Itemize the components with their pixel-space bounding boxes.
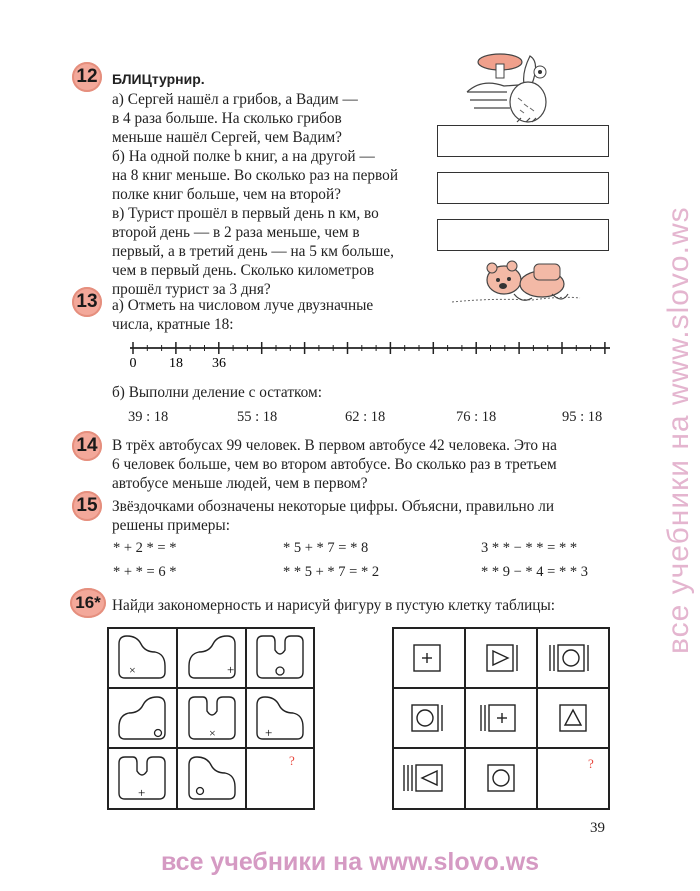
problem-14-text — [112, 436, 557, 493]
problem-12-title: БЛИЦтурнир. — [112, 71, 205, 87]
line: второй день — в 2 раза меньше, чем в — [112, 224, 360, 241]
line: меньше нашёл Сергей, чем Вадим? — [112, 129, 342, 146]
problem-13a — [112, 296, 373, 334]
line: б) На одной полке b книг, а на другой — — [112, 148, 375, 165]
problem-12a — [112, 90, 358, 147]
example-2: * 5 + * 7 = * 8 — [283, 540, 369, 556]
owl-illustration — [462, 42, 562, 124]
svg-text:×: × — [209, 726, 216, 740]
line: 6 человек больше, чем во втором автобусе. Во сколько раз в третьем — [112, 456, 557, 473]
example-3: 3 * * − * * = * * — [481, 540, 578, 556]
problem-15-text — [112, 497, 554, 535]
bear-illustration — [452, 256, 582, 318]
problem-13b: б) Выполни деление с остатком: — [112, 384, 322, 401]
question-mark-right: ? — [588, 756, 594, 771]
svg-text:+: + — [138, 785, 146, 800]
line: в 4 раза больше. На сколько грибов — [112, 110, 342, 127]
page-number: 39 — [590, 820, 605, 836]
ray-label-0: 0 — [129, 356, 137, 370]
watermark-side: все учебники на www.slovo.ws — [662, 206, 695, 654]
line: первый, а в третий день — на 5 км больше, — [112, 243, 394, 260]
problem-number-14: 14 — [72, 431, 102, 461]
question-mark-left: ? — [289, 753, 295, 768]
problem-number-12: 12 — [72, 62, 102, 92]
line: прошёл турист за 3 дня? — [112, 281, 271, 298]
line: решены примеры: — [112, 517, 230, 534]
problem-16-text: Найди закономерность и нарисуй фигуру в пустую клетку таблицы: — [112, 597, 555, 614]
line: числа, кратные 18: — [112, 316, 234, 333]
problem-number-13: 13 — [72, 287, 102, 317]
watermark-bottom: все учебники на www.slovo.ws — [160, 848, 540, 876]
example-6: * * 9 − * 4 = * * 3 — [481, 564, 588, 580]
division-4: 76 : 18 — [456, 409, 497, 425]
problem-number-15: 15 — [72, 491, 102, 521]
answer-box-a[interactable] — [437, 125, 609, 157]
line: автобусе меньше людей, чем в первом? — [112, 475, 368, 492]
shapes-grid-left — [107, 627, 315, 810]
division-5: 95 : 18 — [562, 409, 603, 425]
ray-label-36: 36 — [212, 356, 226, 370]
problem-12c — [112, 204, 394, 299]
svg-text:×: × — [129, 663, 136, 677]
line: чем в первый день. Сколько километров — [112, 262, 375, 279]
ray-label-18: 18 — [169, 356, 183, 370]
number-ray[interactable] — [125, 340, 615, 370]
division-3: 62 : 18 — [345, 409, 386, 425]
example-1: * + 2 * = * — [113, 540, 177, 556]
answer-box-b[interactable] — [437, 172, 609, 204]
problem-12b — [112, 147, 398, 204]
answer-box-c[interactable] — [437, 219, 609, 251]
line: а) Отметь на числовом луче двузначные — [112, 297, 374, 314]
line: полке книг больше, чем на второй? — [112, 186, 341, 203]
shapes-grid-right — [392, 627, 610, 810]
division-1: 39 : 18 — [128, 409, 169, 425]
division-2: 55 : 18 — [237, 409, 278, 425]
line: на 8 книг меньше. Во сколько раз на первой — [112, 167, 399, 184]
line: в) Турист прошёл в первый день n км, во — [112, 205, 379, 222]
svg-text:+: + — [265, 725, 273, 740]
example-4: * + * = 6 * — [113, 564, 177, 580]
example-5: * * 5 + * 7 = * 2 — [283, 564, 380, 580]
svg-text:+: + — [227, 662, 235, 677]
line: В трёх автобусах 99 человек. В первом автобусе 42 человека. Это на — [112, 437, 557, 454]
problem-number-16: 16* — [70, 588, 106, 618]
line: а) Сергей нашёл a грибов, а Вадим — — [112, 91, 358, 108]
line: Звёздочками обозначены некоторые цифры. Объясни, правильно ли — [112, 498, 555, 515]
